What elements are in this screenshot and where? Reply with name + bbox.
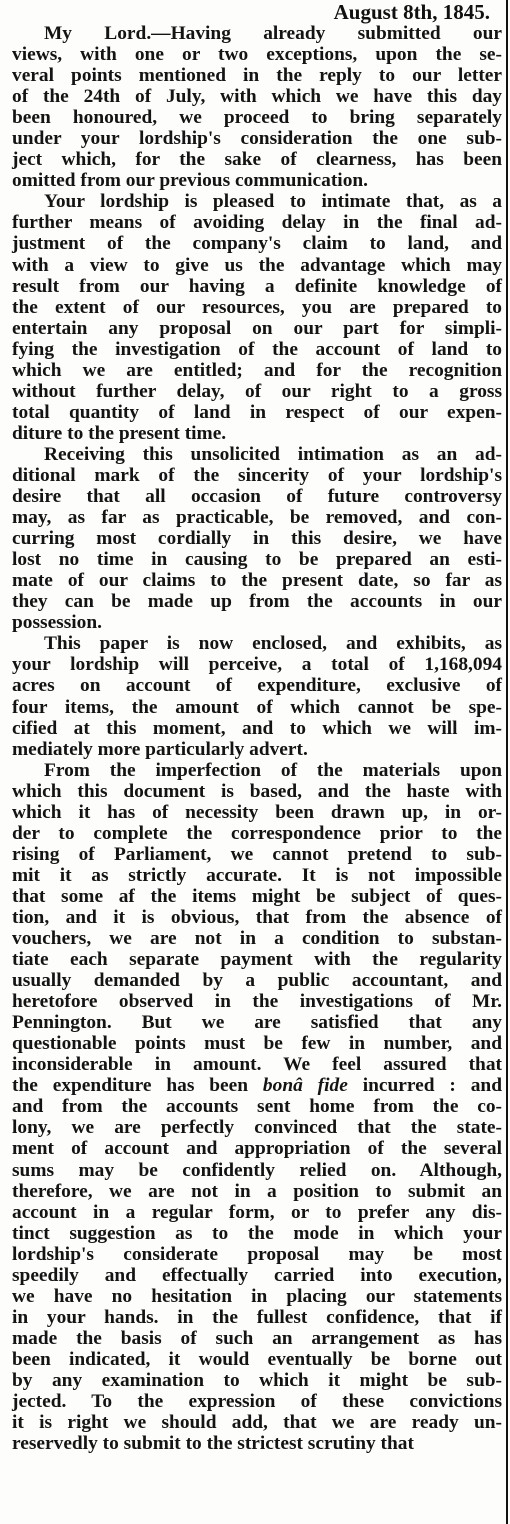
text-line: with a view to give us the advantage which may [12, 254, 502, 276]
letter-paragraph [12, 191, 502, 444]
text-line: usually demanded by a public accountant, and [12, 970, 502, 992]
text-line: tiate each separate payment with the regularity [12, 949, 502, 971]
text-line: further means of avoiding delay in the final ad- [12, 212, 502, 234]
text-line: which it has of necessity been drawn up, in or- [12, 801, 502, 823]
text-line: Pennington. But we are satisfied that any [12, 1012, 502, 1034]
text-line: four items, the amount of which cannot be spe- [12, 696, 502, 718]
letter-paragraph [12, 23, 502, 191]
text-line: fying the investigation of the account of land to [12, 338, 502, 360]
text-line: tinct suggestion as to the mode in which your [12, 1222, 502, 1244]
letter-date: August 8th, 1845. [333, 0, 490, 24]
text-line: been indicated, it would eventually be borne out [12, 1348, 502, 1370]
text-line: we have no hesitation in placing our statements [12, 1285, 502, 1307]
text-line: made the basis of such an arrangement as has [12, 1327, 502, 1349]
text-line: jected. To the expression of these convictions [12, 1391, 502, 1413]
text-line: views, with one or two exceptions, upon the se- [12, 44, 502, 66]
text-line: justment of the company's claim to land, and [12, 233, 502, 255]
text-line: may, as far as practicable, be removed, and con- [12, 507, 502, 529]
text-line: der to complete the correspondence prior to the [12, 822, 502, 844]
text-line: vouchers, we are not in a condition to substan- [12, 928, 502, 950]
letter-paragraph [12, 444, 502, 633]
text-line: it is right we should add, that we are ready un- [12, 1412, 502, 1434]
text-line: been honoured, we proceed to bring separately [12, 107, 502, 129]
column-rule [506, 0, 508, 1524]
text-line: speedily and effectually carried into execution, [12, 1264, 502, 1286]
text-line: without further delay, of our right to a gross [12, 380, 502, 402]
text-line: heretofore observed in the investigations of Mr. [12, 991, 502, 1013]
text-line: that some af the items might be subject of ques- [12, 885, 502, 907]
text-line: ment of account and appropriation of the several [12, 1138, 502, 1160]
text-line: therefore, we are not in a position to submit an [12, 1180, 502, 1202]
text-line: ject which, for the sake of clearness, has been [12, 149, 502, 171]
text-line: rising of Parliament, we cannot pretend to sub- [12, 843, 502, 865]
text-line: This paper is now enclosed, and exhibits, as [44, 633, 502, 655]
text-line: entertain any proposal on our part for simpli- [12, 317, 502, 339]
text-line: lony, we are perfectly convinced that the state- [12, 1117, 502, 1139]
text-line: lost no time in causing to be prepared an esti- [12, 549, 502, 571]
text-line: in your hands. in the fullest confidence, that if [12, 1306, 502, 1328]
text-line: veral points mentioned in the reply to our letter [12, 65, 502, 87]
letter-paragraph [12, 760, 502, 1455]
text-line: curring most cordially in this desire, we have [12, 528, 502, 550]
text-line: under your lordship's consideration the one sub- [12, 128, 502, 150]
text-line: result from our having a definite knowledge of [12, 275, 502, 297]
text-line: mate of our claims to the present date, so far as [12, 570, 502, 592]
text-line: account in a regular form, or to prefer any dis- [12, 1201, 502, 1223]
text-line: ditional mark of the sincerity of your lordship's [12, 464, 502, 486]
text-line: From the imperfection of the materials upon [44, 759, 502, 781]
text-line: possession. [12, 612, 102, 634]
text-line: My Lord.—Having already submitted our [44, 23, 502, 44]
text-line: which this document is based, and the haste with [12, 780, 502, 802]
text-line: which we are entitled; and for the recognition [12, 359, 502, 381]
text-line: reservedly to submit to the strictest scrutiny that [12, 1433, 414, 1455]
text-line: mit it as strictly accurate. It is not impossible [12, 864, 502, 886]
text-line: total quantity of land in respect of our expen- [12, 401, 502, 423]
text-line: questionable points must be few in number, and [12, 1033, 502, 1055]
text-line: mediately more particularly advert. [12, 738, 308, 760]
text-line: your lordship will perceive, a total of 1,168,094 [12, 654, 502, 676]
text-line: of the 24th of July, with which we have this day [12, 86, 502, 108]
text-line: cified at this moment, and to which we will im- [12, 717, 502, 739]
text-line: the expenditure has been bonâ fide incurred : and [12, 1075, 502, 1097]
text-line: desire that all occasion of future controversy [12, 486, 502, 508]
text-line: by any examination to which it might be sub- [12, 1370, 502, 1391]
text-line: inconsiderable in amount. We feel assured that [12, 1054, 502, 1076]
text-line: sums may be confidently relied on. Although, [12, 1159, 502, 1181]
text-line: Receiving this unsolicited intimation as an ad- [44, 443, 502, 465]
text-line: Your lordship is pleased to intimate that, as a [44, 191, 502, 213]
text-line: diture to the present time. [12, 422, 227, 444]
text-line: and from the accounts sent home from the co- [12, 1096, 502, 1118]
letter-body [12, 23, 502, 1454]
letter-paragraph [12, 633, 502, 759]
text-line: the extent of our resources, you are prepared to [12, 296, 502, 318]
text-line: they can be made up from the accounts in our [12, 591, 502, 613]
text-line: acres on account of expenditure, exclusive of [12, 675, 502, 697]
text-line: tion, and it is obvious, that from the absence of [12, 906, 502, 928]
text-line: omitted from our previous communication. [12, 170, 369, 192]
text-line: lordship's considerate proposal may be most [12, 1243, 502, 1265]
